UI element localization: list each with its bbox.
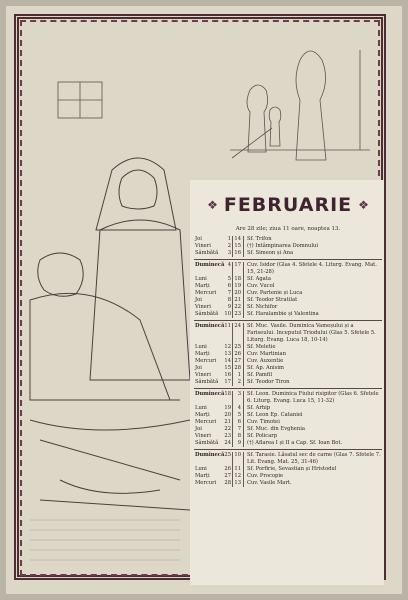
- date-old: 26: [233, 351, 244, 358]
- week-separator: [194, 259, 382, 260]
- date-new: 20: [224, 412, 231, 418]
- date-new: 14: [224, 358, 231, 364]
- date-old: 8: [233, 433, 244, 440]
- saint-text: (†) Intâmpinarea Domnului: [247, 243, 319, 249]
- day-name: Marți: [195, 412, 210, 418]
- ornament-right-icon: ❖: [358, 198, 369, 212]
- calendar-row: [194, 297, 382, 304]
- date-old: 25: [233, 344, 244, 351]
- saint-text: Sf. Muc. din Evghenia: [247, 426, 305, 432]
- saint-text: Sf. Ap. Anisim: [247, 365, 284, 371]
- date-new: 21: [224, 419, 231, 425]
- ornament-left-icon: ❖: [207, 198, 218, 212]
- day-name: Marți: [195, 473, 210, 479]
- calendar-row: [194, 236, 382, 243]
- date-old: 20: [233, 290, 244, 297]
- week-separator: [194, 449, 382, 450]
- saint-text: Sf. Teodor Stratilat: [247, 297, 298, 303]
- date-old: 17: [233, 262, 244, 276]
- date-new: 27: [224, 473, 231, 479]
- date-new: 26: [224, 466, 231, 472]
- calendar-row: [194, 391, 382, 405]
- day-name: Mercuri: [195, 419, 217, 425]
- date-new: 16: [224, 372, 231, 378]
- calendar-row: [194, 379, 382, 386]
- day-name: Vineri: [195, 372, 211, 378]
- saint-text: Cuv. Procopie: [247, 473, 284, 479]
- day-name: Sâmbătă: [195, 311, 219, 317]
- date-new: 8: [224, 297, 233, 304]
- date-old: 1: [233, 372, 244, 379]
- calendar-row: [194, 433, 382, 440]
- date-new: 5: [224, 276, 233, 283]
- date-new: 11: [224, 323, 233, 344]
- month-title: FEBRUARIE: [223, 194, 353, 216]
- calendar-row: [194, 311, 382, 318]
- saint-text: Sf. Pamfil: [247, 372, 272, 378]
- date-old: 13: [233, 480, 244, 487]
- week-separator: [194, 388, 382, 389]
- day-name: Luni: [195, 276, 207, 282]
- calendar-row: [194, 358, 382, 365]
- calendar-row: [194, 304, 382, 311]
- date-old: 2: [233, 379, 244, 386]
- date-new: 10: [224, 311, 231, 317]
- saint-text: Sf. Agata: [247, 276, 271, 282]
- date-new: 19: [224, 405, 231, 411]
- date-old: 27: [233, 358, 244, 365]
- calendar-row: [194, 372, 382, 379]
- date-new: 7: [224, 290, 233, 297]
- date-old: 6: [233, 419, 244, 426]
- day-name: Marți: [195, 283, 210, 289]
- saint-text: Sf. Leon Ep. Cataniei: [247, 412, 303, 418]
- date-old: 21: [233, 297, 244, 304]
- date-old: 5: [233, 412, 244, 419]
- date-new: 18: [224, 391, 233, 405]
- date-new: 13: [224, 351, 231, 357]
- top-scene-illustration: [58, 50, 370, 160]
- day-name: Joi: [195, 297, 202, 303]
- calendar-row: [194, 473, 382, 480]
- date-old: 16: [233, 250, 244, 257]
- day-name: Joi: [195, 365, 202, 371]
- saint-text: (†) Aflarea I și II a Cap. Sf. Ioan Bot.: [247, 440, 343, 446]
- date-old: 19: [233, 283, 244, 290]
- date-new: 9: [224, 304, 233, 311]
- date-new: 15: [224, 365, 231, 371]
- saint-text: Cuv. Timotei: [247, 419, 280, 425]
- saint-text: Cuv. Vucol: [247, 283, 275, 289]
- date-old: 24: [233, 323, 244, 344]
- day-name: Marți: [195, 351, 210, 357]
- date-new: 28: [224, 480, 231, 486]
- day-name: Duminecă: [195, 391, 225, 397]
- saint-text: Sf. Simeon și Ana: [247, 250, 294, 256]
- date-old: 11: [233, 466, 244, 473]
- calendar-row: [194, 344, 382, 351]
- calendar-row: [194, 480, 382, 487]
- month-subtitle: Are 28 zile; ziua 11 oare, noaptea 13.: [235, 226, 341, 232]
- saint-text: Sf. Nichifor: [247, 304, 278, 310]
- saint-text: Sf. Policarp: [247, 433, 278, 439]
- date-old: 22: [233, 304, 244, 311]
- calendar-row: [194, 283, 382, 290]
- calendar-row: [194, 290, 382, 297]
- saint-text: Sf. Haralambie și Valentina: [247, 311, 319, 317]
- date-new: 25: [224, 452, 233, 466]
- day-name: Luni: [195, 405, 207, 411]
- saint-text: Sf. Teodor Tiron: [247, 379, 290, 385]
- day-name: Vineri: [195, 433, 211, 439]
- date-old: 9: [233, 440, 244, 447]
- date-old: 14: [233, 236, 244, 243]
- date-new: 6: [224, 283, 233, 290]
- calendar-row: [194, 351, 382, 358]
- calendar-row: [194, 466, 382, 473]
- date-new: 22: [224, 426, 231, 432]
- day-name: Mercuri: [195, 358, 217, 364]
- date-new: 17: [224, 379, 231, 385]
- day-name: Duminecă: [195, 262, 225, 268]
- date-new: 23: [224, 433, 231, 439]
- calendar-row: [194, 262, 382, 276]
- date-new: 3: [224, 250, 233, 257]
- saint-text: Sf. Muc. Vasile. Duminica Vameșului și a Fariseului. Inceputul Triodului (Glas 5. Sfetele 5. Liturg. Evang. Luca 18, 10-14): [247, 323, 376, 343]
- date-old: 7: [233, 426, 244, 433]
- day-name: Vineri: [195, 304, 211, 310]
- calendar-row: [194, 250, 382, 257]
- saint-text: Cuv. Auxentie: [247, 358, 284, 364]
- day-name: Duminecă: [195, 452, 225, 458]
- day-name: Sâmbătă: [195, 250, 219, 256]
- saint-text: Sf. Tarasie. Lăsatul sec de carne (Glas 7. Sfetele 7. Lit. Evang. Mat. 25, 31-46): [247, 452, 381, 465]
- date-old: 12: [233, 473, 244, 480]
- date-old: 15: [233, 243, 244, 250]
- saint-text: Cuv. Partenie și Luca: [247, 290, 303, 296]
- day-name: Joi: [195, 426, 202, 432]
- calendar-row: [194, 365, 382, 372]
- day-name: Sâmbătă: [195, 440, 219, 446]
- nurse-soldier-illustration: [30, 158, 190, 510]
- calendar-row: [194, 440, 382, 447]
- calendar-row: [194, 412, 382, 419]
- saint-text: Cuv. Isidor (Glas 4. Sfetele 4. Liturg. Evang. Mat. 15, 21-28): [247, 262, 377, 275]
- calendar-table: [194, 236, 382, 487]
- saint-text: Sf. Meletie: [247, 344, 276, 350]
- day-name: Luni: [195, 344, 207, 350]
- day-name: Mercuri: [195, 480, 217, 486]
- calendar-row: [194, 426, 382, 433]
- date-new: 1: [224, 236, 233, 243]
- saint-text: Cuv. Vasile Mart.: [247, 480, 292, 486]
- saint-text: Cuv. Martinian: [247, 351, 286, 357]
- day-name: Duminecă: [195, 323, 225, 329]
- calendar-row: [194, 452, 382, 466]
- day-name: Sâmbătă: [195, 379, 219, 385]
- date-new: 2: [224, 243, 233, 250]
- day-name: Luni: [195, 466, 207, 472]
- date-old: 18: [233, 276, 244, 283]
- saint-text: Sf. Porfirie, Sevastian și Hristodul: [247, 466, 337, 472]
- date-old: 28: [233, 365, 244, 372]
- date-old: 3: [233, 391, 244, 405]
- day-name: Vineri: [195, 243, 211, 249]
- calendar-row: [194, 323, 382, 344]
- calendar-row: [194, 419, 382, 426]
- calendar-row: [194, 405, 382, 412]
- date-new: 24: [224, 440, 231, 446]
- calendar-row: [194, 243, 382, 250]
- date-old: 23: [233, 311, 244, 318]
- saint-text: Sf. Trifon: [247, 236, 272, 242]
- month-header: [200, 190, 376, 220]
- saint-text: Sf. Arhip: [247, 405, 271, 411]
- date-new: 12: [224, 344, 231, 350]
- day-name: Joi: [195, 236, 202, 242]
- date-old: 4: [233, 405, 244, 412]
- week-separator: [194, 320, 382, 321]
- date-old: 10: [233, 452, 244, 466]
- day-name: Mercuri: [195, 290, 217, 296]
- date-new: 4: [224, 262, 233, 276]
- calendar-row: [194, 276, 382, 283]
- saint-text: Sf. Leon. Duminica Fiului risipitor (Glas 6. Sfetele 6. Liturg. Evang. Luca 15, 11-32): [247, 391, 379, 404]
